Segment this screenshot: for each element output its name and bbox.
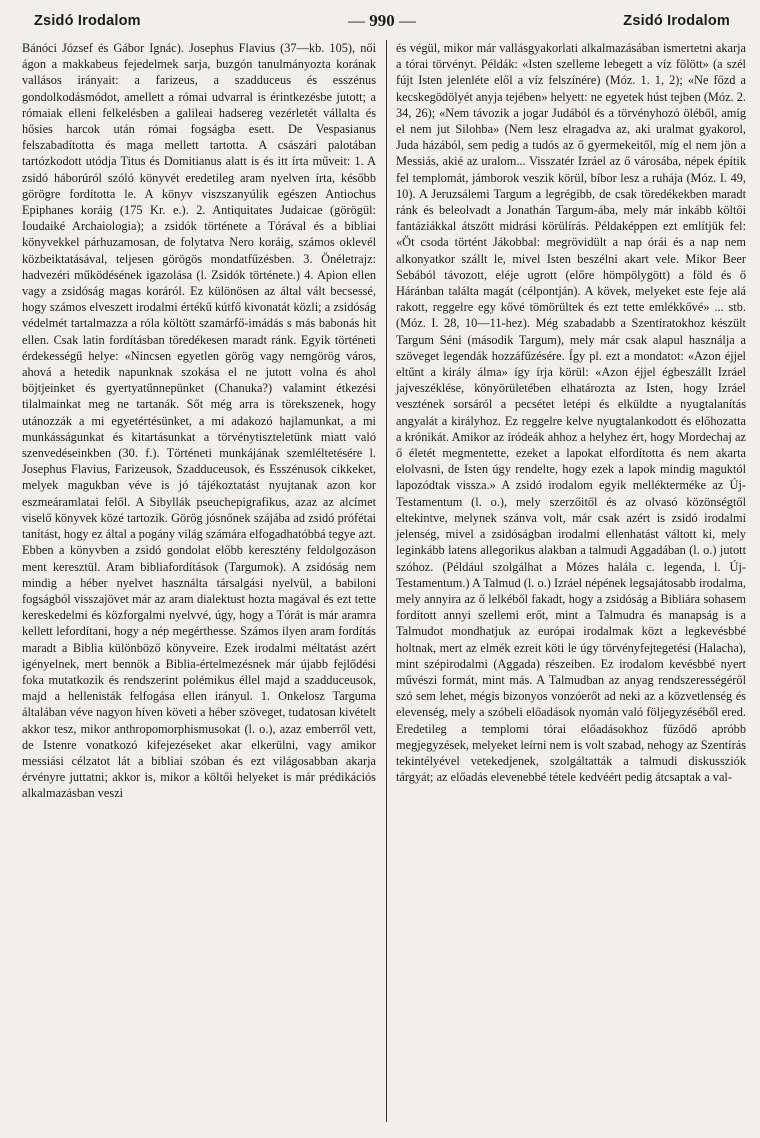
right-column-text: és végül, mikor már vallásgyakorlati alkalmazásában ismertetni akarja a tórai törvényt. Példák: «Isten szelleme lebegett a víz fölött» (a szél fújt Isten jelenléte elől a víz felszínére) (Móz. 1. 1, 2); «Ne főzd a kecskegödölyét anyja tejében» helyett: ne egyetek húst tejben (Móz. 2. 34, 26); «Nem távozik a jogar Judából és a törvényhozó öléből, amíg el nem jut Silohba» (Nem lesz elragadva az, aki uralmat gyakorol, Juda házából, sem pedig a tudós az ő gyermekeitől, míg el nem jön a Messiás, akié az uralom... Visszatér Izráel az ő városába, népek építik fel templomát, jámborok veszik körül, bíbor lesz a ruhája (Móz. I. 49, 10). A Jeruzsálemi Targum a legrégibb, de csak töredékekben maradt ránk és beleolvadt a Jonathán Targum-ába, mely már inkább költői fantáziákkal átszőtt midrási körülírás. Példaképpen ezt említjük fel: «Öt csoda történt Jákobbal: megrövidült a nap órái és a nap nem alkonyatkor szállt le, mivel Isten beszélni akart vele. Mikor Beer Sebából távozott, eléje ugrott (előre hömpölygött) a föld és ő Háránban találta magát (célpontján). A kövek, melyeket este feje alá rakott, reggelre egy kővé tömörültek és ezt tette emlékkővé» ... stb. (Móz. I. 28, 10—11-hez). Még szabadabb a Szentíratokhoz készült Targum Séni (második Targum), mely már csak alapul használja a szöveget legendák hozzáfűzésére. Így pl. ezt a mondatot: «Azon éjjel eltűnt a király álma» így írja körül: «Azon éjjel égbeszállt Izráel jajveszéklése, könyörületében elhatározta az Isten, hogy Izráel vesztének sorsáról a pecsétet letépi és elküldte a nyugtalanítás angyalát a királyhoz. Ez reggelre kelve nyugtalankodott és előhozatta a krónikát. Amikor az íródeák ahhoz a helyhez ért, hogy Mordechaj az ő életét megmentette, ezeket a lapokat elfordította és nem akarta elolvasni, de Isten úgy rendelte, hogy ezek a lapok mindig maguktól lapozódtak vissza.» A zsidó irodalom egyik melléktermékе az Új-Testamentum (l. o.), mely szerzőitől és az olvasó közönségtől eltekintve, melynek szánva volt, már csak azért is zsidó irodalmi jelenség, mivel a zsidóságban irodalmi ellenhatást váltott ki, mely leginkább latens allegorikus alakban a talmudi Aggadában (l. o.) jutott szóhoz. (Például szolgálhat a Mózes halála c. legenda, l. Új-Testamentum.) A Talmud (l. o.) Izráel népének legsajátosabb irodalma, mely annyira az ő lelkéből fakadt, hogy a zsidóság a Bibliára sohasem fordított annyi szellemi erőt, mint a Talmudra és manapság is a Talmudot mondhatjuk az európai irodalmak közt a legkevésbbé holtnak, mert az elmék ezreit köti le úgy törvényfejtegetési (Halacha), mint szépirodalmi (Aggada) részeiben. Ez irodalom kevésbbé nyert művészi formát, mint más. A Talmudban az anyag rendszerességéről szó sem lehet, mégis bizonyos vonzóerőt ad neki az a közvetlenség és elevenség, mely a szóbeli előadások nyomán való följegyzéséből ered. Eredetileg a templomi tórai előadásokhoz fűződő apróbb megjegyzések, melyeket leírni nem is volt szabad, nehogy az Szentírás tekintélyével vetekedjenek, szolgáltatták a talmudi diskussziók tárgyát; az előadás elevenebbé tétele kedvéért pedig átcsaptak a val-: [396, 41, 746, 785]
right-column: [396, 40, 746, 785]
left-column-text: Bánóci József és Gábor Ignác). Josephus Flavius (37—kb. 105), női ágon a makkabeus fejedelmek sarja, buzgón tanulmányozta korának vallásos irányait: a farizeus, a szadduceus és esszénus gondolkodásmódot, amellett a római udvarral is érintkezésbe jutott; a rómaiak elleni felkelésben a galileai hadsereg vezérletét vállalta és hősies harcok után római fogságba esett. De Vespasianus felszabadította és maga mellett tartotta. A császári palotában tartózkodott utódja Titus és Domitianus alatt is és itt írta műveit: 1. A zsidó háborúról szóló könyvét eredetileg aram nyelven írta, később görögre fordította le. A könyv viszszanyúlik egészen Antiochus Epiphanes koráig (175 Kr. e.). 2. Antiquitates Judaicae (görögül: Ioudaiké Archaiologia); a zsidók története a Tórával és a bibliai könyvekkel párhuzamosan, de folytatva Nero koráig, számos oklevél közbeiktatásával, teljesen görögös mondatfűzésben. 3. Önéletrajz: hadvezéri működésének igazolása (l. Zsidók története.) 4. Apion ellen vagy a zsidóság magas koráról. Ez különösen az által vált becsessé, hogy számos elveszett irodalmi értékű kútfő kivonatát közli; a zsidóság védelmét tartalmazza a róla költött szamárfő-imádás s más babonás hit ellen. Csak latin fordításban töredékesen maradt ránk. Egyik történeti érdekességű helye: «Nincsen egyetlen görög vagy nemgörög város, ahová a hetedik napunknak szokása el ne jutott volna és ahol böjtjeinket és gyertyatűnnepünket (Chanuka?) valamint étkezési tilalmainkat meg ne tartanák. Sőt még arra is törekszenek, hogy utánozzák a mi egyetértésünket, a mi adakozó hajlamunkat, a mi munkásságunkat és kitartásunkat a törvénytiszteletünk miatt való szenvedéseinkben (30. f.). Történeti munkájának szemléltetésére l. Josephus Flavius, Farizeusok, Szadduceusok, és Esszénusok cikkeket, melyek magukban véve is jó tájékoztatást nyujtanak azon kor eszmeáramlatai felől. A Sibyllák pseuchepigrafikus, azaz az alcímet viselő könyvek közé tartozik. Görög jósnőnek szájába ad zsidó prófétai tanítást, hogy ez által a pogány világ számára elfogadhatóbbá tegye azt. Ebben a könyvben a zsidó gondolat előbb keresztény feldolgozáson ment keresztül. Aram bibliafordítások (Targumok). A zsidóság nem mindig a héber nyelvet használta társalgási nyelvül, a babiloni fogságból visszajövet már az aram dialektust hozta magával és ezt tette kereskedelmi és közforgalmi nyelvvé, úgy, hogy a Tórát is már aramra kellett lefordítani, hogy a nép megérthesse. Számos ilyen aram fordítás maradt a Biblia különböző könyveire. Ezek irodalmi méltatást azért igényelnek, mert bennök a Biblia-értelmezésnek már újabb fejlődési foka mutatkozik és rendszerint polémikus éllel majd a szadduceusok, majd a hellenisták felfogása ellen irányul. 1. Onkelosz Targuma általában véve nagyon híven követi a héber szöveget, tudatosan kivételt akkor tesz, mikor anthropomorphismusokat (l. o.), azaz emberről vett, de Istenre vonatkozó kifejezéseket akar elkerülni, vagy amikor messiási célzatot lát a bibliai szóban és ezt világosabban akarja érvényre juttatni; akkor is, mikor a költői helyeket is már prédikációs alkalmazásban veszi: [22, 41, 376, 801]
running-title-left: Zsidó Irodalom: [34, 13, 141, 29]
page-header: [34, 10, 730, 32]
page-number: — 990 —: [348, 11, 416, 31]
column-divider: [386, 40, 387, 1122]
running-title-right: Zsidó Irodalom: [623, 13, 730, 29]
left-column: [22, 40, 376, 802]
